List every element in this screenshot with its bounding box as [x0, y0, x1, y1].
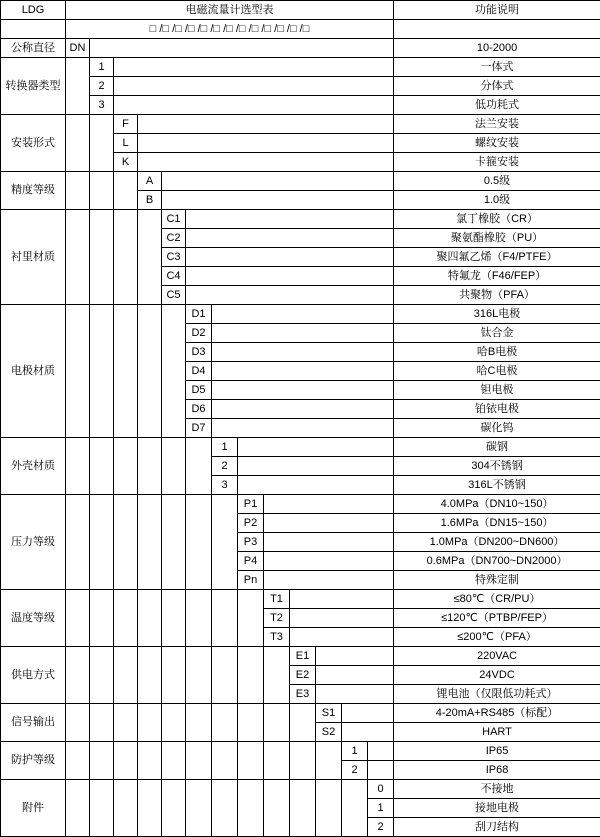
gap-cell — [238, 590, 264, 647]
code-electrode-6: D6 — [186, 400, 212, 419]
gap-cell — [138, 115, 394, 134]
desc-liner-4: 特氟龙（F46/FEP） — [394, 267, 600, 286]
row-power-1 — [1, 647, 600, 666]
gap-cell — [114, 742, 138, 780]
code-shell-1: 1 — [212, 438, 238, 457]
desc-shell-2: 304不锈钢 — [394, 457, 600, 476]
desc-accessory-3: 刮刀结构 — [394, 818, 600, 837]
code-electrode-7: D7 — [186, 419, 212, 438]
code-signal-1: S1 — [316, 704, 342, 723]
gap-cell — [138, 305, 162, 438]
code-converter-type-2: 2 — [90, 77, 114, 96]
gap-cell — [138, 495, 162, 590]
gap-cell — [66, 780, 90, 837]
gap-cell — [114, 590, 138, 647]
gap-cell — [138, 742, 162, 780]
category-liner-material: 衬里材质 — [1, 210, 66, 305]
gap-cell — [90, 115, 114, 172]
gap-cell — [238, 704, 264, 742]
gap-cell — [238, 647, 264, 704]
category-temperature-class: 温度等级 — [1, 590, 66, 647]
gap-cell — [264, 647, 290, 704]
code-pressure-3: P3 — [238, 533, 264, 552]
row-accessory-1 — [1, 780, 600, 799]
category-protection-class: 防护等级 — [1, 742, 66, 780]
gap-cell — [66, 305, 90, 438]
code-liner-1: C1 — [162, 210, 186, 229]
gap-cell — [66, 704, 90, 742]
code-power-1: E1 — [290, 647, 316, 666]
row-converter-type-1 — [1, 58, 600, 77]
gap-cell — [212, 400, 394, 419]
gap-cell — [212, 495, 238, 590]
gap-cell — [186, 438, 212, 495]
desc-install-form-3: 卡箍安装 — [394, 153, 600, 172]
desc-install-form-2: 螺纹安装 — [394, 134, 600, 153]
gap-cell — [66, 210, 90, 305]
code-pressure-5: Pn — [238, 571, 264, 590]
gap-cell — [290, 628, 394, 647]
gap-cell — [264, 704, 290, 742]
row-signal-1 — [1, 704, 600, 723]
row-converter-type-2 — [1, 77, 600, 96]
gap-cell — [212, 343, 394, 362]
table-header-row — [1, 1, 600, 20]
code-electrode-1: D1 — [186, 305, 212, 324]
gap-cell — [114, 96, 394, 115]
desc-shell-3: 316L不锈钢 — [394, 476, 600, 495]
gap-cell — [162, 191, 394, 210]
gap-cell — [66, 438, 90, 495]
code-converter-type-1: 1 — [90, 58, 114, 77]
code-install-form-3: K — [114, 153, 138, 172]
gap-cell — [238, 780, 264, 837]
gap-cell — [212, 362, 394, 381]
desc-protection-2: IP68 — [394, 761, 600, 780]
gap-cell — [114, 495, 138, 590]
gap-cell — [290, 742, 316, 780]
code-electrode-4: D4 — [186, 362, 212, 381]
desc-install-form-1: 法兰安装 — [394, 115, 600, 134]
gap-cell — [114, 704, 138, 742]
desc-pressure-1: 4.0MPa（DN10~150） — [394, 495, 600, 514]
gap-cell — [66, 115, 90, 172]
row-install-form-1 — [1, 115, 600, 134]
gap-cell — [290, 609, 394, 628]
desc-electrode-7: 碳化钨 — [394, 419, 600, 438]
gap-cell — [114, 647, 138, 704]
row-shell-1 — [1, 438, 600, 457]
desc-converter-type-1: 一体式 — [394, 58, 600, 77]
desc-pressure-4: 0.6MPa（DN700~DN2000） — [394, 552, 600, 571]
gap-cell — [186, 229, 394, 248]
gap-cell — [114, 172, 138, 210]
gap-cell — [186, 210, 394, 229]
desc-liner-1: 氯丁橡胶（CR） — [394, 210, 600, 229]
desc-electrode-1: 316L电极 — [394, 305, 600, 324]
gap-cell — [342, 704, 394, 723]
gap-cell — [316, 685, 394, 704]
gap-cell — [368, 761, 394, 780]
desc-nominal-diameter: 10-2000 — [394, 39, 600, 58]
code-pressure-1: P1 — [238, 495, 264, 514]
gap-cell — [186, 742, 212, 780]
gap-cell — [138, 134, 394, 153]
gap-cell — [212, 780, 238, 837]
gap-cell — [238, 742, 264, 780]
gap-cell — [114, 77, 394, 96]
code-accuracy-2: B — [138, 191, 162, 210]
gap-cell — [212, 419, 394, 438]
desc-pressure-3: 1.0MPa（DN200~DN600） — [394, 533, 600, 552]
gap-cell — [212, 742, 238, 780]
gap-cell — [212, 647, 238, 704]
gap-cell — [138, 704, 162, 742]
category-electrode-material: 电极材质 — [1, 305, 66, 438]
desc-shell-1: 碳钢 — [394, 438, 600, 457]
gap-cell — [162, 647, 186, 704]
gap-cell — [114, 780, 138, 837]
gap-cell — [114, 58, 394, 77]
category-power-supply: 供电方式 — [1, 647, 66, 704]
category-signal-output: 信号输出 — [1, 704, 66, 742]
row-pressure-1 — [1, 495, 600, 514]
gap-cell — [162, 438, 186, 495]
row-liner-1 — [1, 210, 600, 229]
gap-cell — [138, 647, 162, 704]
desc-electrode-3: 哈B电极 — [394, 343, 600, 362]
desc-electrode-4: 哈C电极 — [394, 362, 600, 381]
spacer-cell — [1, 20, 66, 39]
row-temperature-1 — [1, 590, 600, 609]
desc-signal-1: 4-20mA+RS485（标配） — [394, 704, 600, 723]
gap-cell — [66, 590, 90, 647]
gap-cell — [90, 495, 114, 590]
desc-liner-2: 聚氨酯橡胶（PU） — [394, 229, 600, 248]
code-shell-2: 2 — [212, 457, 238, 476]
gap-cell — [114, 438, 138, 495]
desc-electrode-2: 钛合金 — [394, 324, 600, 343]
code-electrode-3: D3 — [186, 343, 212, 362]
slash-pattern-cell: □ /□ /□ /□ /□ /□ /□ /□ /□ /□ /□ /□ /□ — [66, 20, 394, 39]
gap-cell — [186, 286, 394, 305]
gap-cell — [66, 495, 90, 590]
gap-cell — [90, 210, 114, 305]
gap-cell — [90, 39, 394, 58]
code-pressure-4: P4 — [238, 552, 264, 571]
gap-cell — [186, 495, 212, 590]
gap-cell — [264, 552, 394, 571]
gap-cell — [138, 210, 162, 305]
code-shell-3: 3 — [212, 476, 238, 495]
gap-cell — [238, 438, 394, 457]
row-converter-type-3 — [1, 96, 600, 115]
gap-cell — [66, 742, 90, 780]
spacer-cell-right — [394, 20, 600, 39]
row-nominal-diameter — [1, 39, 600, 58]
gap-cell — [66, 647, 90, 704]
code-nominal-diameter: DN — [66, 39, 90, 58]
row-protection-1 — [1, 742, 600, 761]
category-pressure-class: 压力等级 — [1, 495, 66, 590]
gap-cell — [162, 742, 186, 780]
gap-cell — [342, 723, 394, 742]
code-temperature-1: T1 — [264, 590, 290, 609]
category-install-form: 安装形式 — [1, 115, 66, 172]
gap-cell — [90, 742, 114, 780]
code-temperature-3: T3 — [264, 628, 290, 647]
function-title-cell: 功能说明 — [394, 1, 600, 20]
gap-cell — [138, 153, 394, 172]
desc-electrode-5: 钽电极 — [394, 381, 600, 400]
gap-cell — [138, 438, 162, 495]
gap-cell — [90, 647, 114, 704]
gap-cell — [114, 305, 138, 438]
gap-cell — [186, 780, 212, 837]
gap-cell — [212, 704, 238, 742]
gap-cell — [342, 780, 368, 837]
desc-power-3: 锂电池（仅限低功耗式） — [394, 685, 600, 704]
gap-cell — [186, 590, 212, 647]
gap-cell — [212, 305, 394, 324]
desc-pressure-5: 特殊定制 — [394, 571, 600, 590]
gap-cell — [90, 590, 114, 647]
code-power-2: E2 — [290, 666, 316, 685]
gap-cell — [90, 780, 114, 837]
code-accessory-3: 2 — [368, 818, 394, 837]
desc-temperature-3: ≤200℃（PFA） — [394, 628, 600, 647]
title-cell: 电磁流量计选型表 — [66, 1, 394, 20]
gap-cell — [162, 495, 186, 590]
desc-accessory-1: 不接地 — [394, 780, 600, 799]
code-accessory-1: 0 — [368, 780, 394, 799]
gap-cell — [290, 704, 316, 742]
desc-power-1: 220VAC — [394, 647, 600, 666]
code-liner-5: C5 — [162, 286, 186, 305]
gap-cell — [264, 571, 394, 590]
gap-cell — [186, 248, 394, 267]
gap-cell — [162, 704, 186, 742]
code-install-form-1: F — [114, 115, 138, 134]
desc-temperature-1: ≤80℃（CR/PU） — [394, 590, 600, 609]
category-shell-material: 外壳材质 — [1, 438, 66, 495]
desc-protection-1: IP65 — [394, 742, 600, 761]
code-protection-2: 2 — [342, 761, 368, 780]
gap-cell — [186, 647, 212, 704]
gap-cell — [90, 438, 114, 495]
gap-cell — [212, 381, 394, 400]
desc-converter-type-2: 分体式 — [394, 77, 600, 96]
gap-cell — [66, 172, 90, 210]
code-protection-1: 1 — [342, 742, 368, 761]
category-accessory: 附件 — [1, 780, 66, 837]
gap-cell — [238, 476, 394, 495]
row-accuracy-1 — [1, 172, 600, 191]
code-liner-3: C3 — [162, 248, 186, 267]
gap-cell — [316, 666, 394, 685]
desc-accuracy-2: 1.0级 — [394, 191, 600, 210]
code-liner-2: C2 — [162, 229, 186, 248]
gap-cell — [264, 533, 394, 552]
category-accuracy-class: 精度等级 — [1, 172, 66, 210]
gap-cell — [368, 742, 394, 761]
gap-cell — [212, 324, 394, 343]
gap-cell — [316, 780, 342, 837]
desc-electrode-6: 铂铱电极 — [394, 400, 600, 419]
code-power-3: E3 — [290, 685, 316, 704]
gap-cell — [186, 704, 212, 742]
gap-cell — [90, 172, 114, 210]
code-install-form-2: L — [114, 134, 138, 153]
model-prefix-cell: LDG — [1, 1, 66, 20]
category-nominal-diameter: 公称直径 — [1, 39, 66, 58]
code-converter-type-3: 3 — [90, 96, 114, 115]
code-signal-2: S2 — [316, 723, 342, 742]
gap-cell — [316, 647, 394, 666]
code-pressure-2: P2 — [238, 514, 264, 533]
gap-cell — [162, 305, 186, 438]
code-accuracy-1: A — [138, 172, 162, 191]
slash-pattern-row — [1, 20, 600, 39]
gap-cell — [66, 58, 90, 115]
category-converter-type: 转换器类型 — [1, 58, 66, 115]
desc-accuracy-1: 0.5级 — [394, 172, 600, 191]
code-electrode-2: D2 — [186, 324, 212, 343]
gap-cell — [90, 305, 114, 438]
gap-cell — [138, 780, 162, 837]
gap-cell — [290, 780, 316, 837]
code-accessory-2: 1 — [368, 799, 394, 818]
code-liner-4: C4 — [162, 267, 186, 286]
gap-cell — [114, 210, 138, 305]
gap-cell — [138, 590, 162, 647]
gap-cell — [264, 780, 290, 837]
desc-signal-2: HART — [394, 723, 600, 742]
gap-cell — [162, 172, 394, 191]
desc-liner-3: 聚四氟乙烯（F4/PTFE） — [394, 248, 600, 267]
gap-cell — [90, 704, 114, 742]
gap-cell — [212, 590, 238, 647]
desc-temperature-2: ≤120℃（PTBP/FEP） — [394, 609, 600, 628]
code-electrode-5: D5 — [186, 381, 212, 400]
gap-cell — [316, 742, 342, 780]
gap-cell — [264, 742, 290, 780]
desc-pressure-2: 1.6MPa（DN15~150） — [394, 514, 600, 533]
desc-liner-5: 共聚物（PFA） — [394, 286, 600, 305]
gap-cell — [186, 267, 394, 286]
code-temperature-2: T2 — [264, 609, 290, 628]
gap-cell — [264, 514, 394, 533]
row-electrode-1 — [1, 305, 600, 324]
gap-cell — [162, 780, 186, 837]
gap-cell — [238, 457, 394, 476]
desc-converter-type-3: 低功耗式 — [394, 96, 600, 115]
gap-cell — [290, 590, 394, 609]
desc-accessory-2: 接地电极 — [394, 799, 600, 818]
gap-cell — [162, 590, 186, 647]
gap-cell — [264, 495, 394, 514]
desc-power-2: 24VDC — [394, 666, 600, 685]
